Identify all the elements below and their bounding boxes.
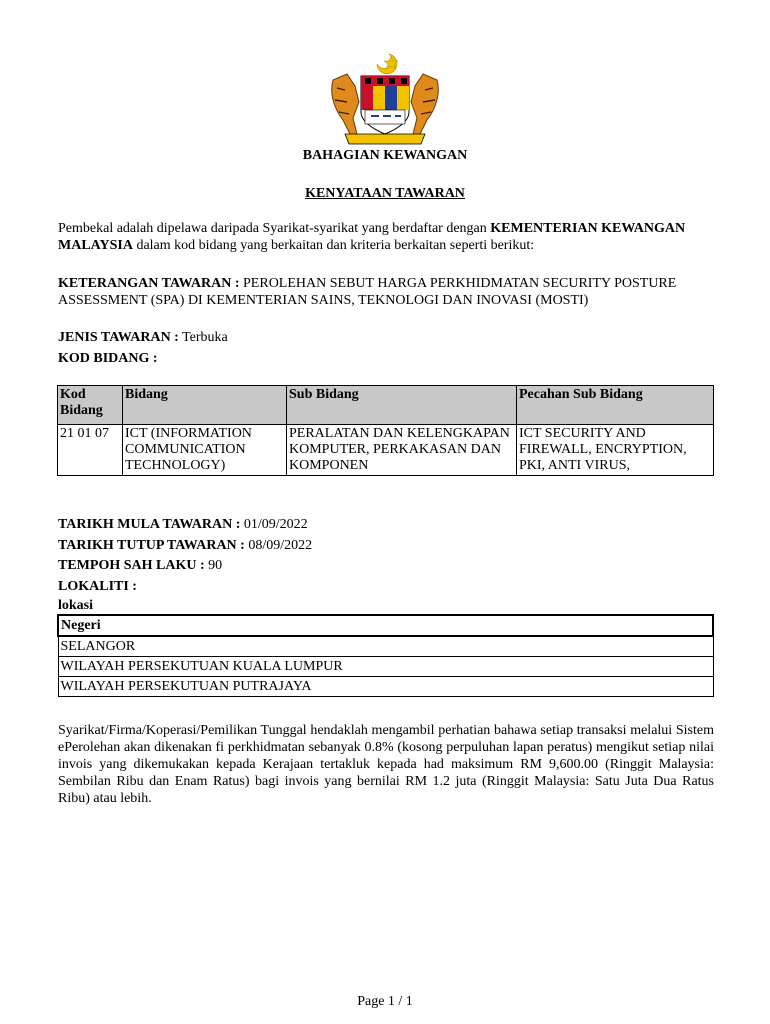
col-header-sub-bidang: Sub Bidang bbox=[287, 386, 517, 425]
jenis-tawaran-line bbox=[58, 329, 228, 347]
table-row bbox=[58, 425, 714, 476]
malaysia-coat-of-arms-icon bbox=[325, 50, 445, 146]
tarikh-tutup-value: 08/09/2022 bbox=[244, 538, 313, 553]
table-header-row bbox=[58, 386, 714, 425]
tender-description bbox=[58, 275, 718, 309]
lokaliti-line bbox=[58, 578, 137, 596]
col-header-bidang: Bidang bbox=[123, 386, 287, 425]
lokasi-label: lokasi bbox=[58, 598, 94, 613]
page-number: Page 1 / 1 bbox=[357, 994, 413, 1009]
department-heading: BAHAGIAN KEWANGAN bbox=[302, 148, 468, 163]
intro-text-2: dalam kod bidang yang berkaitan dan kriteria berkaitan seperti berikut: bbox=[132, 238, 535, 253]
intro-ministry: KEMENTERIAN KEWANGAN MALAYSIA bbox=[58, 221, 686, 253]
kod-bidang-label-line bbox=[58, 350, 158, 368]
negeri-header: Negeri bbox=[58, 615, 713, 636]
intro-paragraph bbox=[58, 220, 718, 254]
jenis-value: Terbuka bbox=[178, 330, 228, 345]
keterangan-value: PEROLEHAN SEBUT HARGA PERKHIDMATAN SECURITY POSTURE ASSESSMENT (SPA) DI KEMENTERIAN SAINS, TEKNOLOGI DAN INOVASI (MOSTI) bbox=[58, 276, 677, 308]
lokasi-table bbox=[57, 614, 714, 697]
fee-notice-paragraph: Syarikat/Firma/Koperasi/Pemilikan Tunggal hendaklah mengambil perhatian bahawa setiap transaksi melalui Sistem ePerolehan akan dikenakan fi perkhidmatan sebanyak 0.8% (kosong perpuluhan lapan peratus) mengikut setiap nilai invois yang dikemukakan kepada Kerajaan tertakluk kepada had maksimum RM 9,600.00 (Ringgit Malaysia: Sembilan Ribu dan Enam Ratus) bagi invois yang bernilai RM 1.2 juta (Ringgit Malaysia: Satu Juta Dua Ratus Ribu) atau lebih. bbox=[58, 723, 714, 806]
lokasi-row: WILAYAH PERSEKUTUAN KUALA LUMPUR bbox=[58, 657, 713, 677]
tarikh-tutup-label: TARIKH TUTUP TAWARAN : bbox=[58, 538, 245, 553]
lokaliti-label: LOKALITI : bbox=[58, 579, 137, 594]
tarikh-tutup-line bbox=[58, 537, 312, 555]
lokasi-row: SELANGOR bbox=[58, 636, 713, 657]
col-header-kod: Kod Bidang bbox=[58, 386, 123, 425]
col-header-pecahan: Pecahan Sub Bidang bbox=[517, 386, 714, 425]
cell-bidang: ICT (INFORMATION COMMUNICATION TECHNOLOGY) bbox=[123, 425, 287, 476]
tarikh-mula-line bbox=[58, 516, 308, 534]
keterangan-label: KETERANGAN TAWARAN : bbox=[58, 276, 240, 291]
cell-sub-bidang: PERALATAN DAN KELENGKAPAN KOMPUTER, PERKAKASAN DAN KOMPONEN bbox=[287, 425, 517, 476]
tarikh-mula-label: TARIKH MULA TAWARAN : bbox=[58, 517, 241, 532]
cell-kod: 21 01 07 bbox=[58, 425, 123, 476]
tarikh-mula-value: 01/09/2022 bbox=[240, 517, 308, 532]
tempoh-line bbox=[58, 557, 222, 575]
document-title: KENYATAAN TAWARAN bbox=[305, 186, 465, 201]
kod-bidang-label: KOD BIDANG : bbox=[58, 351, 158, 366]
jenis-label: JENIS TAWARAN : bbox=[58, 330, 179, 345]
tempoh-label: TEMPOH SAH LAKU : bbox=[58, 558, 205, 573]
lokasi-row: WILAYAH PERSEKUTUAN PUTRAJAYA bbox=[58, 677, 713, 697]
bidang-table bbox=[57, 385, 714, 476]
cell-pecahan: ICT SECURITY AND FIREWALL, ENCRYPTION, PKI, ANTI VIRUS, bbox=[517, 425, 714, 476]
intro-text-1: Pembekal adalah dipelawa daripada Syarikat-syarikat yang berdaftar dengan bbox=[58, 221, 491, 236]
tempoh-value: 90 bbox=[204, 558, 223, 573]
